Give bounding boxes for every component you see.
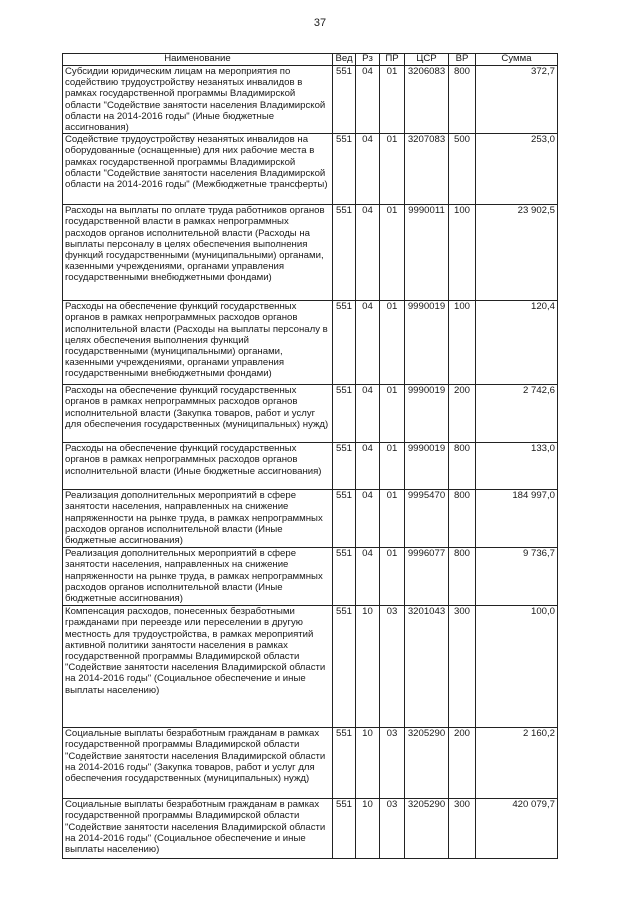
table-row bbox=[63, 301, 558, 385]
table-row bbox=[63, 66, 558, 134]
row-name: Реализация дополнительных мероприятий в сфере занятости населения, направленных на снижение напряженности на рынке труда, в рамках непрограммных расходов органов исполнительной власти (Иные бюджетные ассигнования) bbox=[63, 490, 333, 548]
row-rz: 10 bbox=[356, 728, 380, 799]
row-name: Реализация дополнительных мероприятий в сфере занятости населения, направленных на снижение напряженности на рынке труда, в рамках непрограммных расходов органов исполнительной власти (Иные бюджетные ассигнования) bbox=[63, 548, 333, 606]
row-pr: 01 bbox=[380, 134, 405, 205]
row-csr: 9990019 bbox=[405, 443, 449, 490]
row-ved: 551 bbox=[333, 205, 356, 301]
row-rz: 04 bbox=[356, 443, 380, 490]
table-row bbox=[63, 490, 558, 548]
row-ved: 551 bbox=[333, 799, 356, 859]
row-vr: 800 bbox=[449, 443, 476, 490]
row-name: Компенсация расходов, понесенных безработными гражданами при переезде или переселении в другую местность для трудоустройства, в рамках мероприятий активной политики занятости населения в рамках государственной программы Владимирской области "Содействие занятости населения Владимирской области на 2014-2016 годы" (Социальное обеспечение и иные выплаты населению) bbox=[63, 606, 333, 728]
row-csr: 3206083 bbox=[405, 66, 449, 134]
row-csr: 3205290 bbox=[405, 728, 449, 799]
row-vr: 800 bbox=[449, 66, 476, 134]
row-vr: 300 bbox=[449, 799, 476, 859]
row-rz: 04 bbox=[356, 548, 380, 606]
row-sum: 2 742,6 bbox=[476, 385, 558, 443]
row-pr: 01 bbox=[380, 385, 405, 443]
row-vr: 100 bbox=[449, 205, 476, 301]
row-sum: 2 160,2 bbox=[476, 728, 558, 799]
table-row bbox=[63, 385, 558, 443]
row-ved: 551 bbox=[333, 385, 356, 443]
row-rz: 10 bbox=[356, 606, 380, 728]
table-row bbox=[63, 205, 558, 301]
row-ved: 551 bbox=[333, 728, 356, 799]
row-ved: 551 bbox=[333, 606, 356, 728]
row-ved: 551 bbox=[333, 490, 356, 548]
row-rz: 10 bbox=[356, 799, 380, 859]
row-sum: 120,4 bbox=[476, 301, 558, 385]
row-name: Социальные выплаты безработным гражданам в рамках государственной программы Владимирской области "Содействие занятости населения Владимирской области на 2014-2016 годы" (Закупка товаров, работ и услуг для обеспечения государственных (муниципальных) нужд) bbox=[63, 728, 333, 799]
table-row bbox=[63, 443, 558, 490]
row-name: Расходы на выплаты по оплате труда работников органов государственной власти в рамках непрограммных расходов органов исполнительной власти (Расходы на выплаты персоналу в целях обеспечения выполнения функций государственными (муниципальными) органами, казенными учреждениями, органами управления государственными внебюджетными фондами) bbox=[63, 205, 333, 301]
table-row bbox=[63, 799, 558, 859]
row-sum: 253,0 bbox=[476, 134, 558, 205]
row-name: Содействие трудоустройству незанятых инвалидов на оборудованные (оснащенные) для них рабочие места в рамках государственной программы Владимирской области "Содействие занятости населения Владимирской области на 2014-2016 годы" (Межбюджетные трансферты) bbox=[63, 134, 333, 205]
row-name: Расходы на обеспечение функций государственных органов в рамках непрограммных расходов органов исполнительной власти (Иные бюджетные ассигнования) bbox=[63, 443, 333, 490]
row-ved: 551 bbox=[333, 66, 356, 134]
row-vr: 200 bbox=[449, 385, 476, 443]
row-pr: 03 bbox=[380, 728, 405, 799]
row-pr: 01 bbox=[380, 301, 405, 385]
row-csr: 3205290 bbox=[405, 799, 449, 859]
table-row bbox=[63, 728, 558, 799]
table-row bbox=[63, 606, 558, 728]
row-ved: 551 bbox=[333, 301, 356, 385]
row-csr: 9990019 bbox=[405, 385, 449, 443]
table-row bbox=[63, 134, 558, 205]
header-csr: ЦСР bbox=[405, 54, 449, 66]
row-sum: 420 079,7 bbox=[476, 799, 558, 859]
row-csr: 9990019 bbox=[405, 301, 449, 385]
row-csr: 3207083 bbox=[405, 134, 449, 205]
row-pr: 03 bbox=[380, 606, 405, 728]
row-pr: 01 bbox=[380, 443, 405, 490]
row-vr: 500 bbox=[449, 134, 476, 205]
header-name: Наименование bbox=[63, 54, 333, 66]
row-sum: 184 997,0 bbox=[476, 490, 558, 548]
row-vr: 100 bbox=[449, 301, 476, 385]
row-vr: 200 bbox=[449, 728, 476, 799]
row-name: Расходы на обеспечение функций государственных органов в рамках непрограммных расходов органов исполнительной власти (Расходы на выплаты персоналу в целях обеспечения выполнения функций государственными (муниципальными) органами, казенными учреждениями, органами управления государственными внебюджетными фондами) bbox=[63, 301, 333, 385]
row-vr: 800 bbox=[449, 490, 476, 548]
row-pr: 01 bbox=[380, 490, 405, 548]
row-ved: 551 bbox=[333, 548, 356, 606]
row-sum: 100,0 bbox=[476, 606, 558, 728]
row-csr: 9990011 bbox=[405, 205, 449, 301]
row-sum: 133,0 bbox=[476, 443, 558, 490]
row-ved: 551 bbox=[333, 134, 356, 205]
table-header-row bbox=[63, 54, 558, 66]
row-rz: 04 bbox=[356, 134, 380, 205]
header-sum: Сумма bbox=[476, 54, 558, 66]
header-pr: ПР bbox=[380, 54, 405, 66]
header-ved: Вед bbox=[333, 54, 356, 66]
row-csr: 3201043 bbox=[405, 606, 449, 728]
row-rz: 04 bbox=[356, 301, 380, 385]
row-rz: 04 bbox=[356, 490, 380, 548]
row-sum: 23 902,5 bbox=[476, 205, 558, 301]
row-sum: 9 736,7 bbox=[476, 548, 558, 606]
header-vr: ВР bbox=[449, 54, 476, 66]
row-pr: 01 bbox=[380, 66, 405, 134]
row-ved: 551 bbox=[333, 443, 356, 490]
row-vr: 800 bbox=[449, 548, 476, 606]
row-pr: 03 bbox=[380, 799, 405, 859]
budget-table bbox=[62, 53, 558, 859]
row-name: Расходы на обеспечение функций государственных органов в рамках непрограммных расходов органов исполнительной власти (Закупка товаров, работ и услуг для обеспечения государственных (муниципальных) нужд) bbox=[63, 385, 333, 443]
row-pr: 01 bbox=[380, 548, 405, 606]
row-csr: 9996077 bbox=[405, 548, 449, 606]
row-name: Субсидии юридическим лицам на мероприятия по содействию трудоустройству незанятых инвалидов в рамках государственной программы Владимирской области "Содействие занятости населения Владимирской области на 2014-2016 годы" (Иные бюджетные ассигнования) bbox=[63, 66, 333, 134]
table-row bbox=[63, 548, 558, 606]
row-pr: 01 bbox=[380, 205, 405, 301]
row-sum: 372,7 bbox=[476, 66, 558, 134]
row-rz: 04 bbox=[356, 66, 380, 134]
row-rz: 04 bbox=[356, 385, 380, 443]
row-vr: 300 bbox=[449, 606, 476, 728]
row-csr: 9995470 bbox=[405, 490, 449, 548]
row-name: Социальные выплаты безработным гражданам в рамках государственной программы Владимирской области "Содействие занятости населения Владимирской области на 2014-2016 годы" (Социальное обеспечение и иные выплаты населению) bbox=[63, 799, 333, 859]
header-rz: Рз bbox=[356, 54, 380, 66]
row-rz: 04 bbox=[356, 205, 380, 301]
page-number: 37 bbox=[313, 17, 327, 29]
